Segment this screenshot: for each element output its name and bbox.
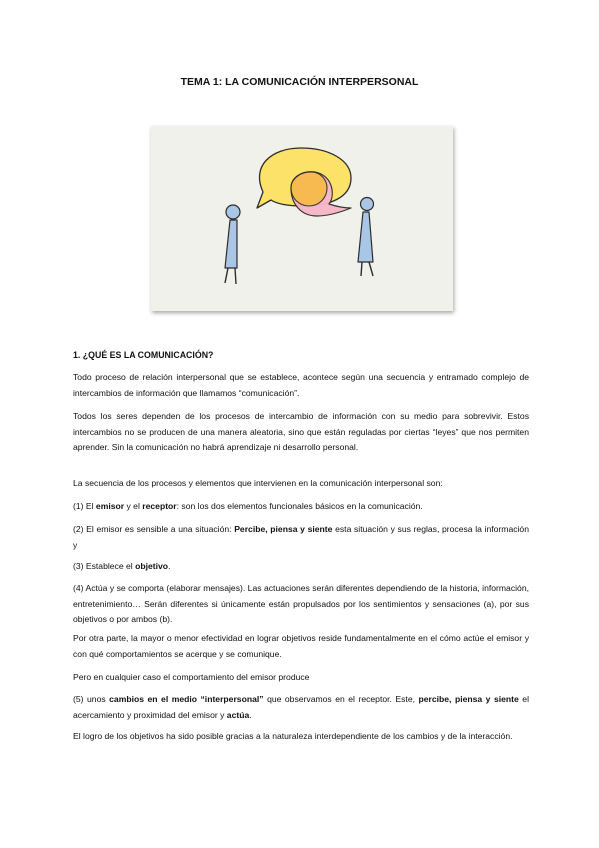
p4-text-a: (1) El [73, 501, 96, 511]
paragraph-5-text [73, 522, 529, 553]
paragraph-4-text [73, 499, 529, 515]
section-heading-text: 1. ¿QUÉ ES LA COMUNICACIÓN? [73, 350, 214, 360]
p10-bold-b: cambios en el medio “interpersonal” [109, 694, 264, 704]
p10-bold-d: percibe, piensa y siente [418, 694, 519, 704]
p6-text-a: (3) Establece el [73, 561, 136, 571]
section-heading [73, 348, 529, 364]
paragraph-10-text [73, 692, 529, 723]
paragraph-1-text: Todo proceso de relación interpersonal que se establece, acontece según una secuencia y entramado complejo de intercambios de información que llamamos “comunicación”. [73, 372, 529, 398]
p10-text-c: que observamos en el receptor. Este, [263, 694, 419, 704]
paragraph-4 [73, 499, 529, 515]
p10-text-g: . [249, 709, 252, 720]
p6-objetivo: objetivo [135, 561, 169, 571]
p4-text-c: y el [124, 501, 143, 511]
paragraph-5 [73, 522, 529, 553]
p4-text-e: : son los dos elementos funcionales básicos en la comunicación. [176, 501, 423, 511]
paragraph-11-text: El logro de los objetivos ha sido posible gracias a la naturaleza interdependiente de los cambios y de la interacción. [73, 731, 513, 741]
paragraph-1 [73, 370, 529, 401]
p6-text-c: . [168, 561, 171, 571]
document-title: TEMA 1: LA COMUNICACIÓN INTERPERSONAL [180, 76, 419, 88]
two-people-speech-bubbles-icon [151, 126, 453, 311]
p5-bold: Percibe, piensa y siente [234, 524, 333, 534]
p4-receptor: receptor [142, 501, 177, 511]
paragraph-6 [73, 559, 529, 575]
paragraph-7-text: (4) Actúa y se comporta (elaborar mensajes). Las actuaciones serán diferentes dependiendo de la historia, información, entretenimiento… Serán diferentes si únicamente están propulsados por los sentimientos y sensaciones (a), por sus objetivos o por ambos (b). [73, 583, 529, 624]
paragraph-8-text: Por otra parte, la mayor o menor efectividad en lograr objetivos reside fundamentalmente en el cómo actúe el emisor y con qué comportamientos se acerque y se comunique. [73, 633, 529, 659]
paragraph-9-text: Pero en cualquier caso el comportamiento del emisor produce [73, 672, 310, 682]
paragraph-3 [73, 476, 529, 492]
p5-text-c: esta situación y sus reglas, procesa la información y [73, 524, 529, 550]
paragraph-2 [73, 409, 529, 456]
paragraph-10 [73, 692, 529, 723]
paragraph-8 [73, 631, 529, 662]
paragraph-2-text: Todos los seres dependen de los procesos de intercambio de información con su medio para sobrevivir. Estos intercambios no se producen de una manera aleatoria, sino que están reguladas por ciertas “leyes” que nos permiten aprender. Sin la comunicación no habrá aprendizaje ni desarrollo personal. [73, 411, 529, 452]
paragraph-3-text: La secuencia de los procesos y elementos que intervienen en la comunicación interpersonal son: [73, 478, 443, 488]
paragraph-6-text [73, 559, 529, 575]
paragraph-9 [73, 670, 529, 686]
p10-text-a: (5) unos [73, 694, 110, 704]
communication-illustration [151, 126, 453, 311]
p4-emisor: emisor [95, 501, 125, 511]
p10-text-e: el acercamiento y proximidad del emisor y [73, 694, 529, 720]
paragraph-7 [73, 581, 529, 628]
p5-text-a: (2) El emisor es sensible a una situación: [73, 524, 235, 534]
p10-actua: actúa [226, 709, 250, 720]
paragraph-11 [73, 729, 529, 745]
